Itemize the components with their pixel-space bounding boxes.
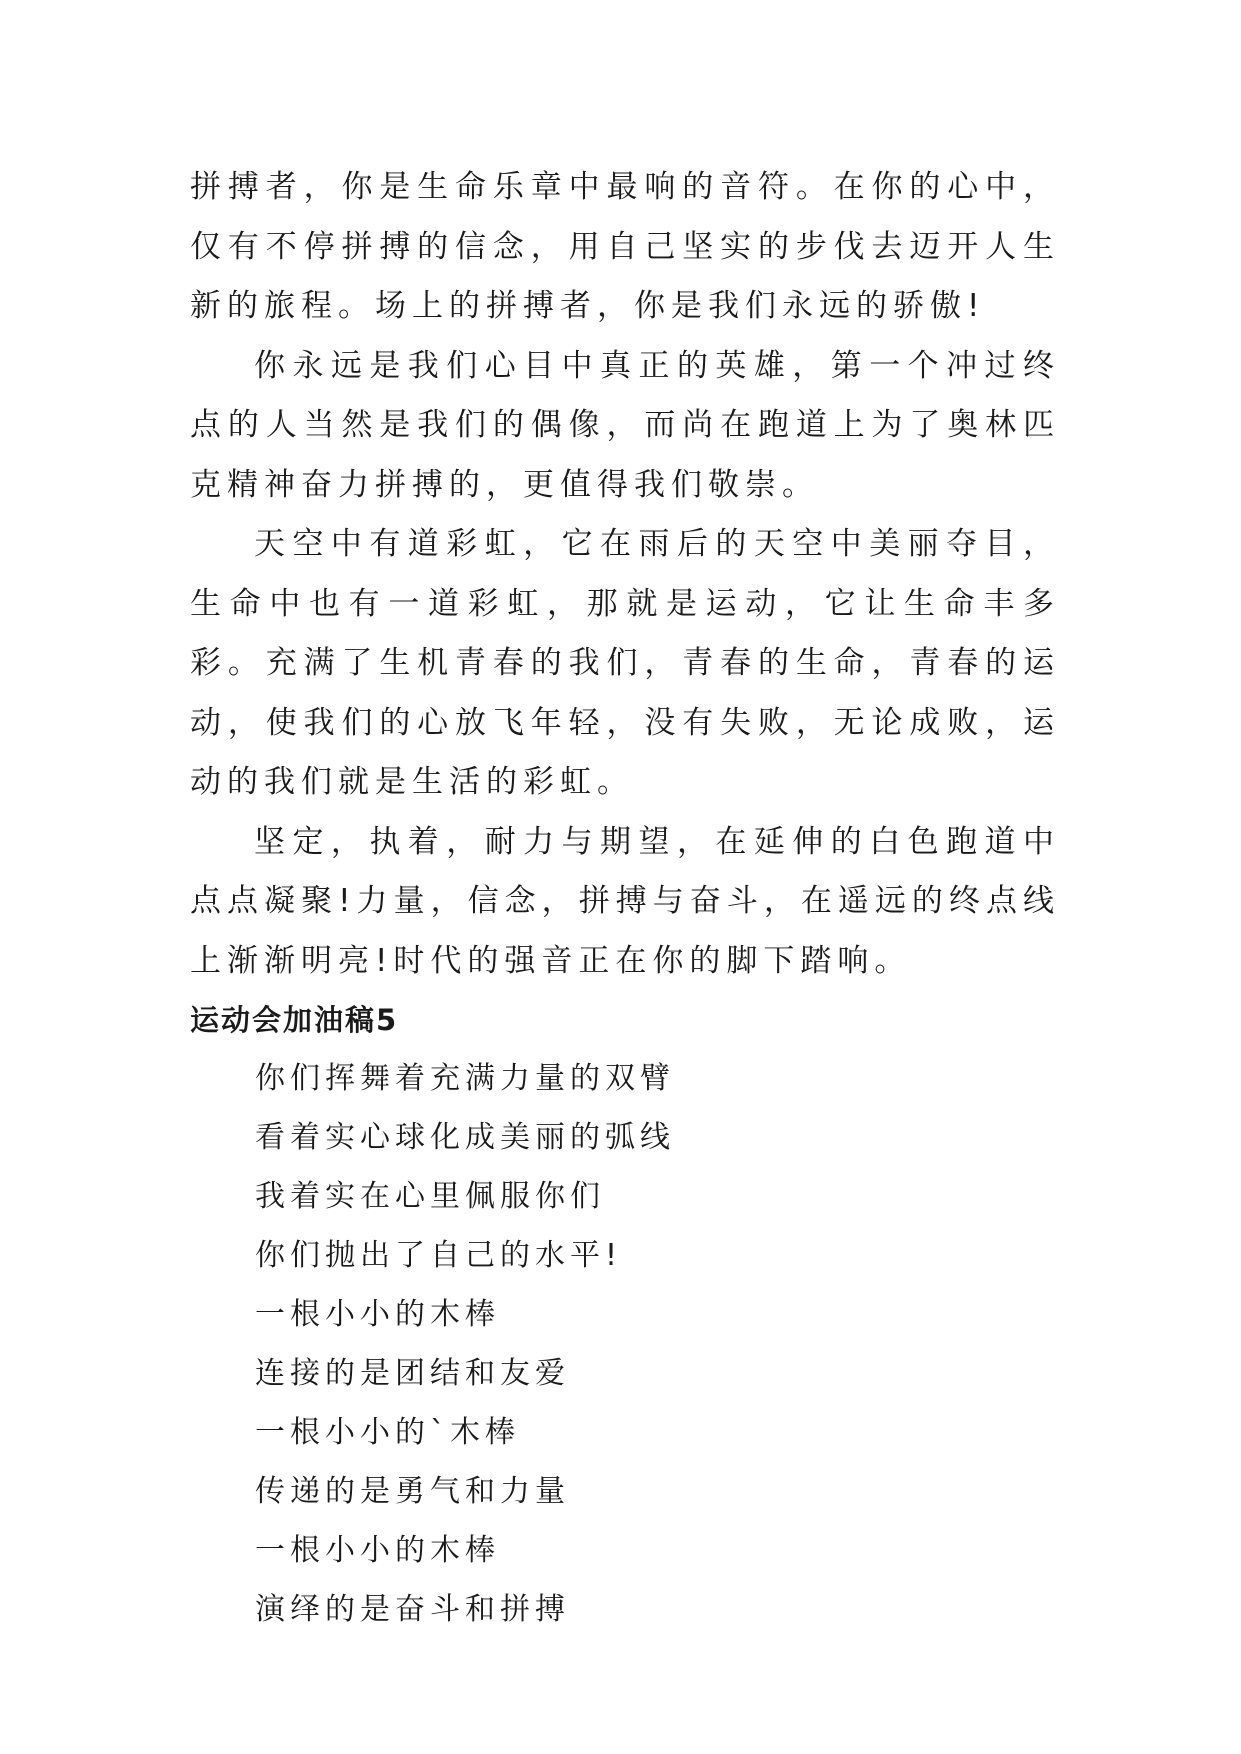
- poem-line: 你们抛出了自己的水平!: [255, 1238, 623, 1273]
- poem-line: 一根小小的木棒: [255, 1297, 500, 1332]
- poem-line: 你们挥舞着充满力量的双臂: [255, 1061, 675, 1096]
- poem-line: 一根小小的木棒: [255, 1533, 500, 1568]
- paragraph-2: 你永远是我们心目中真正的英雄，第一个冲过终点的人当然是我们的偶像，而尚在跑道上为了奥林匹克精神奋力拼搏的，更值得我们敬崇。: [190, 347, 1060, 503]
- section-heading: 运动会加油稿5: [190, 1003, 399, 1037]
- poem-line: 我着实在心里佩服你们: [255, 1179, 605, 1214]
- poem: [190, 1049, 1060, 1639]
- poem-line: 连接的是团结和友爱: [255, 1356, 570, 1391]
- paragraph-4: 坚定，执着，耐力与期望，在延伸的白色跑道中点点凝聚!力量，信念，拼搏与奋斗，在遥远的终点线上渐渐明亮!时代的强音正在你的脚下踏响。: [190, 823, 1060, 979]
- document-body: [190, 158, 1060, 1639]
- poem-line: 一根小小的`木棒: [255, 1415, 520, 1450]
- poem-line: 传递的是勇气和力量: [255, 1474, 570, 1509]
- paragraph-1: 拼搏者，你是生命乐章中最响的音符。在你的心中，仅有不停拼搏的信念，用自己坚实的步伐去迈开人生新的旅程。场上的拼搏者，你是我们永远的骄傲!: [190, 169, 1060, 324]
- poem-line: 演绎的是奋斗和拼搏: [255, 1592, 570, 1627]
- paragraph-3: 天空中有道彩虹，它在雨后的天空中美丽夺目，生命中也有一道彩虹，那就是运动，它让生命丰多彩。充满了生机青春的我们，青春的生命，青春的运动，使我们的心放飞年轻，没有失败，无论成败，运动的我们就是生活的彩虹。: [190, 526, 1060, 800]
- poem-line: 看着实心球化成美丽的弧线: [255, 1120, 675, 1155]
